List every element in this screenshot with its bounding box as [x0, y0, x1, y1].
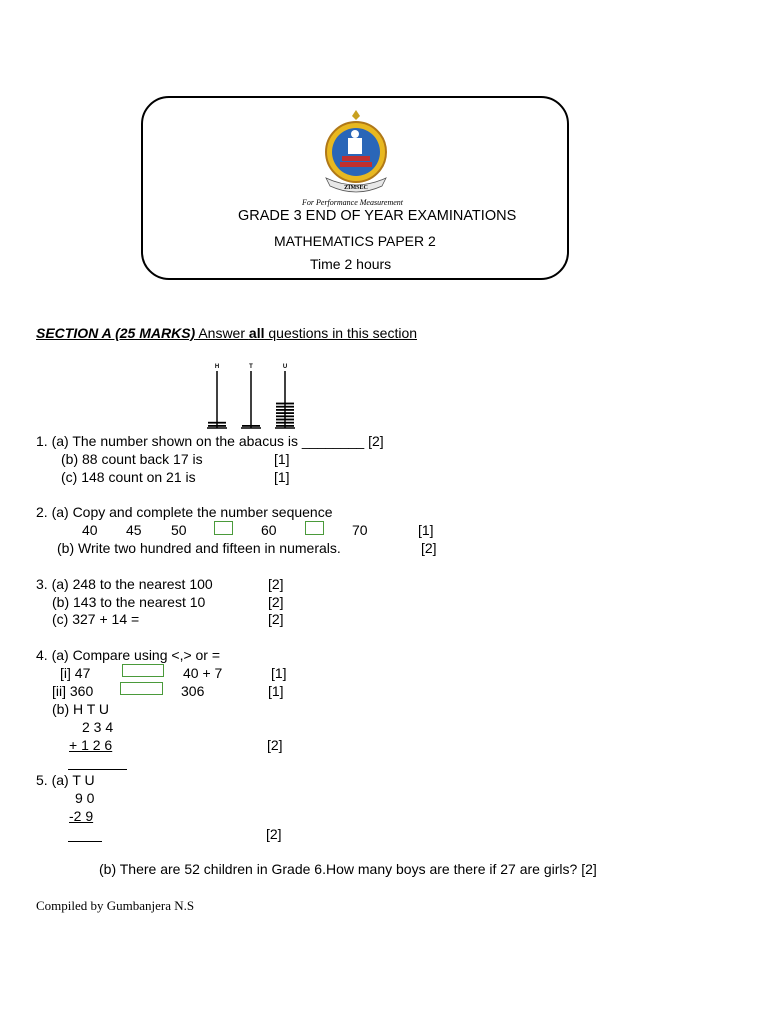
q2a-mark: [1] — [418, 522, 434, 538]
abacus-diagram — [200, 362, 304, 434]
q2b-mark: [2] — [421, 540, 437, 556]
seq-blank-box-2 — [305, 521, 324, 535]
abacus-bead-t — [242, 425, 260, 427]
paper-title: MATHEMATICS PAPER 2 — [274, 233, 436, 249]
seq-40: 40 — [82, 522, 98, 538]
q1b-text: (b) 88 count back 17 is — [61, 451, 203, 467]
abacus-label-u: U — [282, 364, 288, 370]
seq-50: 50 — [171, 522, 187, 538]
section-heading — [36, 325, 417, 342]
q4b-row2: + 1 2 6 — [69, 737, 113, 753]
q4-i-label: [i] 47 — [60, 665, 91, 681]
q5a-row1: 9 0 — [75, 790, 95, 806]
q4b-row1: 2 3 4 — [82, 719, 114, 735]
q5a-head: 5. (a) T U — [36, 772, 95, 788]
q3c-mark: [2] — [268, 611, 284, 627]
q1c-text: (c) 148 count on 21 is — [61, 469, 196, 485]
q2b-text: (b) Write two hundred and fifteen in numerals. — [57, 540, 341, 556]
seq-blank-box-1 — [214, 521, 233, 535]
q3a-text: 3. (a) 248 to the nearest 100 — [36, 576, 213, 592]
seq-45: 45 — [126, 522, 142, 538]
q4-ii-label: [ii] 360 — [52, 683, 94, 699]
q3b-text: (b) 143 to the nearest 10 — [52, 594, 206, 610]
zimsec-logo — [320, 108, 392, 198]
seq-70: 70 — [352, 522, 368, 538]
q1b-mark: [1] — [274, 451, 290, 467]
q4b-head: (b) H T U — [52, 701, 110, 717]
abacus-bead-u — [276, 412, 294, 414]
abacus-bead-u — [276, 415, 294, 417]
abacus-label-t: T — [249, 364, 253, 370]
q5a-answer-line — [68, 841, 102, 842]
abacus-bead-u — [276, 409, 294, 411]
abacus-bead-u — [276, 422, 294, 424]
q3c-text: (c) 327 + 14 = — [52, 611, 140, 627]
section-instr-bold: all — [248, 325, 265, 341]
logo-text: ZIMSEC — [344, 185, 368, 191]
abacus-bead-h — [208, 425, 226, 427]
q4-i-right: 40 + 7 — [183, 665, 223, 681]
abacus-bead-u — [276, 419, 294, 421]
q4-ii-mark: [1] — [268, 683, 284, 699]
compare-box-1 — [122, 664, 164, 677]
q5a-row2: -2 9 — [69, 808, 94, 824]
section-instr-pre: Answer — [195, 325, 249, 341]
exam-time: Time 2 hours — [310, 256, 392, 272]
motto: For Performance Measurement — [302, 198, 404, 207]
exam-title: GRADE 3 END OF YEAR EXAMINATIONS — [238, 208, 517, 224]
q2a: 2. (a) Copy and complete the number sequence — [36, 504, 333, 520]
compiler-credit: Compiled by Gumbanjera N.S — [36, 898, 195, 913]
abacus-bead-u — [276, 425, 294, 427]
q5b: (b) There are 52 children in Grade 6.How many boys are there if 27 are girls? [2] — [99, 861, 597, 877]
q1c-mark: [1] — [274, 469, 290, 485]
abacus-label-h: H — [214, 364, 220, 370]
q5a-mark: [2] — [266, 826, 282, 842]
abacus-bead-h — [208, 422, 226, 424]
q4-ii-right: 306 — [181, 683, 205, 699]
q4b-mark: [2] — [267, 737, 283, 753]
q3b-mark: [2] — [268, 594, 284, 610]
q1a: 1. (a) The number shown on the abacus is ________ [2] — [36, 433, 384, 449]
abacus-bead-u — [276, 406, 294, 408]
section-title: SECTION A (25 MARKS) — [36, 325, 196, 341]
abacus-bead-u — [276, 403, 294, 405]
seq-60: 60 — [261, 522, 277, 538]
q4a: 4. (a) Compare using <,> or = — [36, 647, 221, 663]
section-instr-post: questions in this section — [264, 325, 418, 341]
q3a-mark: [2] — [268, 576, 284, 592]
q4-i-mark: [1] — [271, 665, 287, 681]
compare-box-2 — [120, 682, 163, 695]
q4b-answer-line — [68, 769, 127, 770]
